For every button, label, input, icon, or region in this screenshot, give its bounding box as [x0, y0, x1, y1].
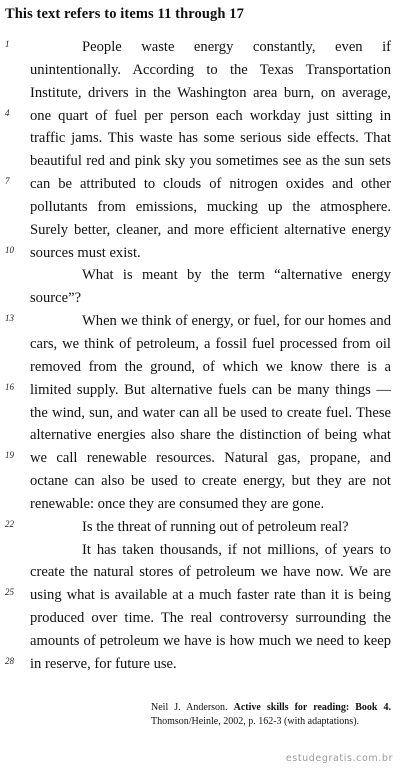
citation: [151, 701, 391, 729]
line-number: 16: [5, 382, 14, 392]
citation-author: Neil J. Anderson.: [151, 702, 228, 713]
citation-book: Active skills for reading: Book 4.: [233, 702, 391, 713]
line-number: 10: [5, 245, 14, 255]
line-number: 25: [5, 587, 14, 597]
line-number: 19: [5, 450, 14, 460]
paragraph-3: It has taken thousands, if not millions, of years to create the natural stores of petroleum we have now. We are using what is available at a much faster rate than it is being produced over time. The real controversy surrounding the amounts of petroleum we have is how much we need to keep in reserve, for future use.: [30, 541, 391, 672]
paragraph-question-2: Is the threat of running out of petroleum real?: [82, 518, 349, 535]
paragraph-1: People waste energy constantly, even if unintentionally. According to the Texas Transportation Institute, drivers in the Washington area burn, on average, one quart of fuel per person each workday just sitting in traffic jams. This waste has some serious side effects. That beautiful red and pink sky you sometimes see as the sun sets can be attributed to clouds of nitrogen oxides and other pollutants from emissions, mucking up the atmosphere. Surely better, cleaner, and more efficient alternative energy sources must exist.: [30, 39, 391, 261]
citation-details: Thomson/Heinle, 2002, p. 162-3 (with adaptations).: [151, 716, 360, 727]
article-text: [30, 36, 391, 676]
line-number: 28: [5, 656, 14, 666]
paragraph-question-1: What is meant by the term “alternative energy source”?: [30, 267, 391, 307]
line-number: 13: [5, 313, 14, 323]
line-number: 1: [5, 39, 10, 49]
page-heading: This text refers to items 11 through 17: [5, 6, 244, 22]
line-number: 22: [5, 519, 14, 529]
line-number: 7: [5, 176, 10, 186]
watermark: estudegratis.com.br: [285, 753, 393, 764]
paragraph-2: When we think of energy, or fuel, for our homes and cars, we think of petroleum, a fossil fuel processed from oil removed from the ground, of which we know there is a limited supply. But alternative fuels can be many things — the wind, sun, and water can all be used to create fuel. These alternative energies also share the distinction of being what we call renewable resources. Natural gas, propane, and octane can also be used to create energy, but they are not renewable: once they are consumed they are gone.: [30, 313, 391, 512]
line-number: 4: [5, 108, 10, 118]
